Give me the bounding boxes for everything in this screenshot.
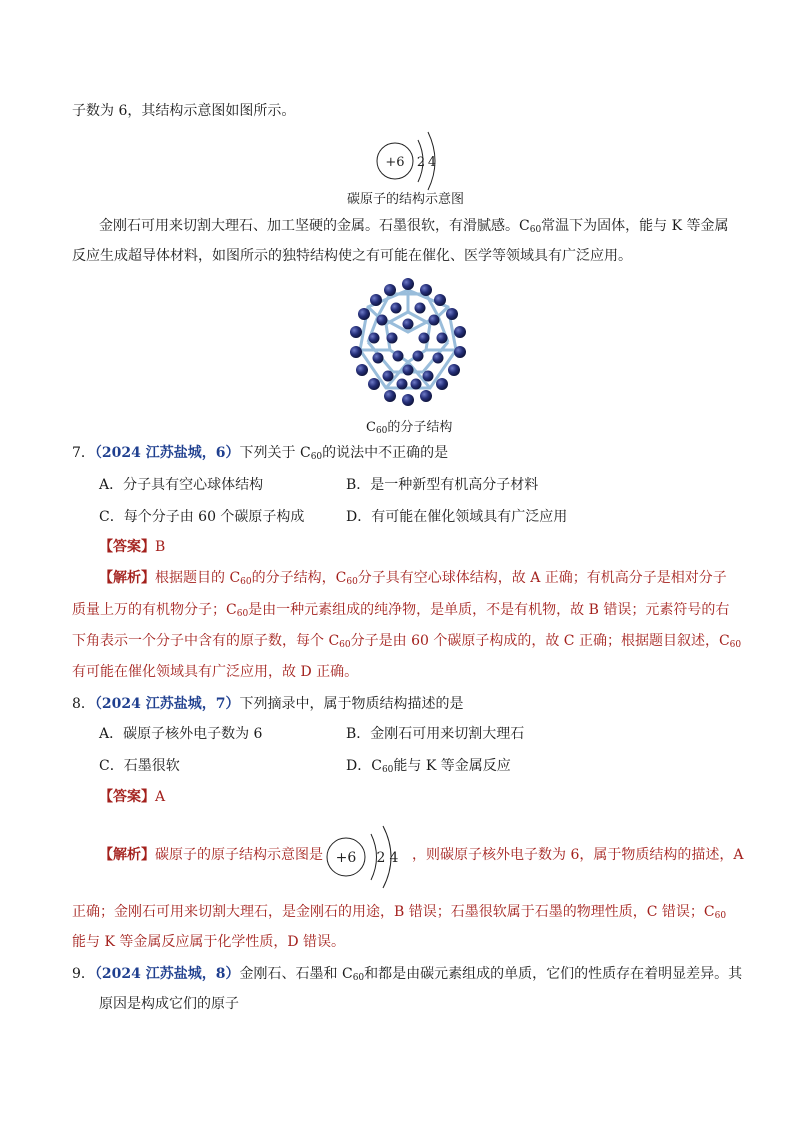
q8-analysis-line-3: 能与 K 等金属反应属于化学性质，D 错误。 [72,934,346,950]
carbon-atom-diagram [368,128,448,194]
q7-analysis-line-4: 有可能在催化领域具有广泛应用，故 D 正确。 [72,664,359,680]
q7-option-a: A．分子具有空心球体结构 [99,477,264,493]
q8-analysis-line-1-b: ，则碳原子核外电子数为 6，属于物质结构的描述，A [412,847,744,863]
q8-analysis-line-1-a: 【解析】碳原子的原子结构示意图是 [99,847,323,863]
q8-option-b: B．金刚石可用来切割大理石 [346,726,525,742]
inline-nucleus-charge: +6 [335,850,357,866]
q8-option-a: A．碳原子核外电子数为 6 [99,726,263,742]
paragraph-2-line-2: 反应生成超导体材料，如图所示的独特结构使之有可能在催化、医学等领域具有广泛应用。 [72,248,632,264]
q8-stem: 8．（2024 江苏盐城，7）下列摘录中，属于物质结构描述的是 [72,696,464,712]
paragraph-2-line-1: 金刚石可用来切割大理石、加工坚硬的金属。石墨很软，有滑腻感。$C_{60}$常温下为固体，能与 K 等金属 [99,218,729,235]
c60-molecule-image [338,272,478,414]
inline-shell-1-count: 2 [376,850,386,866]
q7-analysis-line-3: 下角表示一个分子中含有的原子数，每个 $C_{60}$分子是由 60 个碳原子构成的，故 C 正确；根据题目叙述，$C_{60}$ [72,633,742,650]
q8-option-c: C．石墨很软 [99,758,180,774]
nucleus-charge: +6 [385,155,405,170]
atom-caption: 碳原子的结构示意图 [347,192,465,207]
c60-caption: $C_{60}$的分子结构 [366,420,453,436]
q7-option-d: D．有可能在催化领域具有广泛应用 [346,509,568,525]
q7-answer: 【答案】B [99,539,166,555]
q7-analysis-line-1: 【解析】根据题目的 $C_{60}$的分子结构，$C_{60}$分子具有空心球体结构，故 A 正确；有机高分子是相对分子 [99,570,727,587]
inline-shell-2-count: 4 [389,850,399,866]
q7-analysis-line-2: 质量上万的有机物分子；$C_{60}$是由一种元素组成的纯净物，是单质，不是有机物，故 B 错误；元素符号的右 [72,602,730,619]
q8-answer: 【答案】A [99,789,166,805]
q9-stem: 9．（2024 江苏盐城，8）金刚石、石墨和 $C_{60}$和都是由碳元素组成的单质，它们的性质存在着明显差异。其 [72,966,743,983]
shell-2-count: 4 [427,155,437,170]
intro-text: 子数为 6，其结构示意图如图所示。 [72,103,296,119]
q9-stem-line-2: 原因是构成它们的原子 [99,996,239,1012]
shell-1-count: 2 [416,155,426,170]
q7-option-b: B．是一种新型有机高分子材料 [346,477,539,493]
inline-carbon-atom-diagram [323,822,409,892]
q7-option-c: C．每个分子由 60 个碳原子构成 [99,509,305,525]
q8-analysis-line-2: 正确；金刚石可用来切割大理石，是金刚石的用途，B 错误；石墨很软属于石墨的物理性质，C 错误；$C_{60}$ [72,904,727,921]
q7-stem: 7．（2024 江苏盐城，6）下列关于 $C_{60}$的说法中不正确的是 [72,445,449,462]
q8-option-d: D．$C_{60}$能与 K 等金属反应 [346,758,511,775]
